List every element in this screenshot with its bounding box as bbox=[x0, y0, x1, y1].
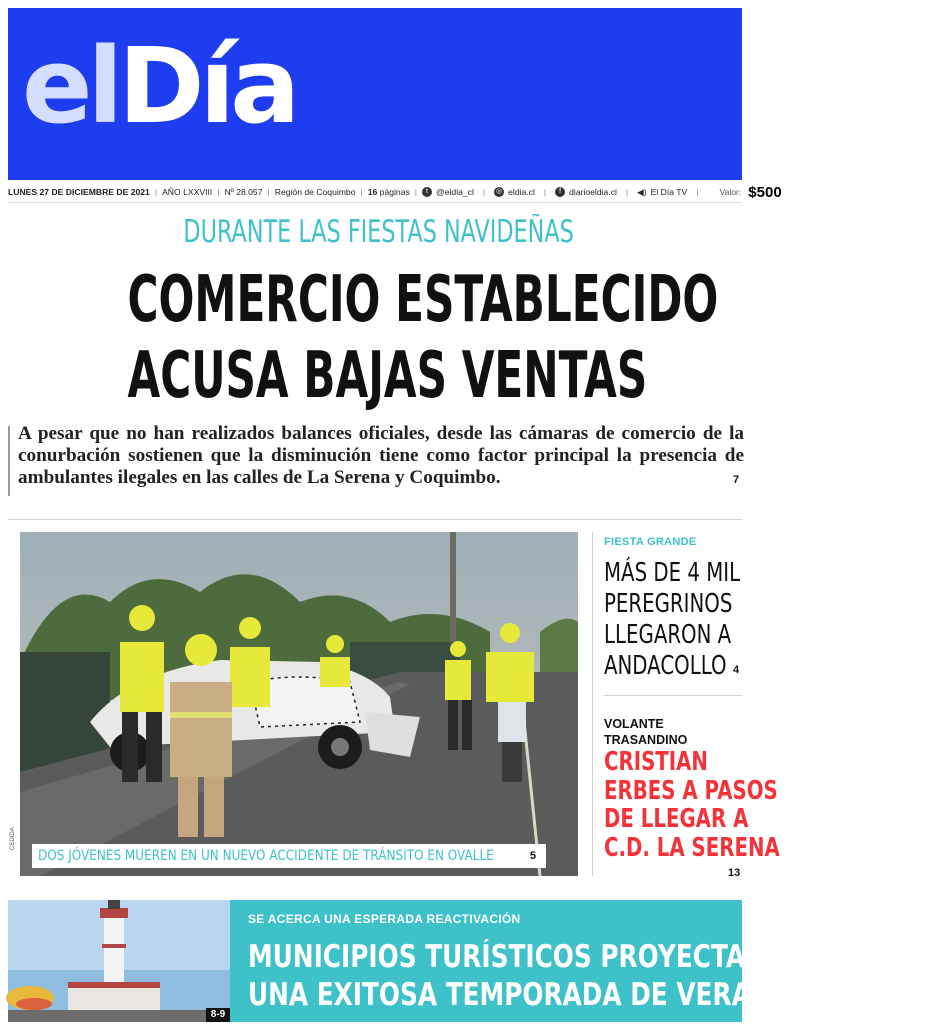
sidebar-story2-headline[interactable] bbox=[604, 747, 780, 863]
accident-photo[interactable] bbox=[20, 532, 578, 876]
main-headline[interactable] bbox=[0, 262, 750, 414]
main-story-lead: A pesar que no han realizados balances oficiales, desde las cámaras de comercio de la conurbación sostienen que la disminución tiene como factor principal la presencia de ambulantes ilegales en las calles de La Serena y Coquimbo. bbox=[18, 423, 744, 488]
separator: | bbox=[625, 187, 629, 197]
logo-dia: Día bbox=[118, 25, 296, 147]
headline-line: ANDACOLLO bbox=[604, 651, 727, 681]
headline-line: MÁS DE 4 MIL bbox=[604, 558, 741, 588]
photo-credit: CEDIDA bbox=[10, 827, 16, 850]
price-label: Valor: bbox=[719, 187, 742, 197]
issue-date: LUNES 27 DE DICIEMBRE DE 2021 bbox=[8, 187, 150, 197]
kicker-line: VOLANTE bbox=[604, 717, 664, 731]
accident-photo-illustration bbox=[20, 532, 578, 876]
headline-line: DE LLEGAR A bbox=[604, 804, 749, 834]
issue-region: Región de Coquimbo bbox=[274, 187, 356, 197]
tv-icon: ◀) bbox=[637, 186, 647, 197]
sidebar-story2-kicker bbox=[604, 716, 744, 748]
main-story-page-ref: 7 bbox=[733, 474, 740, 486]
headline-line: CRISTIAN bbox=[604, 747, 708, 777]
separator: | bbox=[482, 187, 486, 197]
facebook-link[interactable]: diarioeldia.cl bbox=[569, 187, 617, 197]
headline-line: LLEGARON A bbox=[604, 620, 732, 650]
sidebar-divider bbox=[592, 532, 593, 876]
issue-year: AÑO LXXVIII bbox=[162, 187, 213, 197]
lighthouse-illustration bbox=[8, 900, 230, 1022]
twitter-icon: t bbox=[422, 187, 432, 197]
issue-info-bar bbox=[8, 182, 782, 203]
main-headline-line1: COMERCIO ESTABLECIDO bbox=[127, 263, 719, 337]
newspaper-logo[interactable] bbox=[22, 25, 296, 147]
pages-count: 16 bbox=[367, 187, 378, 197]
twitter-link[interactable]: @eldia_cl bbox=[436, 187, 474, 197]
separator: | bbox=[154, 187, 158, 197]
separator: | bbox=[543, 187, 547, 197]
banner-headline-line2: UNA EXITOSA TEMPORADA DE VERANO bbox=[248, 977, 793, 1013]
main-story-kicker: DURANTE LAS FIESTAS NAVIDEÑAS bbox=[183, 214, 574, 250]
headline-line: PEREGRINOS bbox=[604, 589, 733, 619]
separator: | bbox=[267, 187, 270, 197]
lighthouse-photo bbox=[8, 900, 230, 1022]
facebook-icon: f bbox=[555, 187, 565, 197]
photo-story-page-ref: 5 bbox=[529, 850, 536, 862]
banner-page-ref: 8-9 bbox=[206, 1008, 230, 1022]
banner-kicker: SE ACERCA UNA ESPERADA REACTIVACIÓN bbox=[248, 912, 521, 926]
separator: | bbox=[696, 187, 699, 197]
social-links bbox=[422, 184, 782, 201]
banner-headline bbox=[248, 938, 929, 1014]
banner-headline-line1: MUNICIPIOS TURÍSTICOS PROYECTAN bbox=[248, 939, 766, 975]
sidebar-story1-page-ref: 4 bbox=[733, 664, 740, 676]
sidebar-story1-headline[interactable] bbox=[604, 558, 744, 682]
kicker-line: TRASANDINO bbox=[604, 733, 688, 747]
pages-word: páginas bbox=[379, 187, 410, 197]
issue-number: Nº 28.057 bbox=[224, 187, 263, 197]
lead-rule bbox=[8, 426, 10, 496]
photo-caption-box[interactable] bbox=[32, 844, 546, 868]
separator: | bbox=[414, 187, 418, 197]
logo-el: el bbox=[22, 25, 119, 147]
main-headline-line2: ACUSA BAJAS VENTAS bbox=[127, 339, 648, 413]
separator: | bbox=[360, 187, 363, 197]
sidebar-story1-kicker: FIESTA GRANDE bbox=[604, 536, 697, 548]
headline-line: C.D. LA SERENA bbox=[604, 832, 780, 863]
section-divider bbox=[8, 519, 742, 520]
photo-caption: DOS JÓVENES MUEREN EN UN NUEVO ACCIDENTE DE TRÁNSITO EN OVALLE bbox=[38, 848, 494, 864]
sidebar-story2-page-ref: 13 bbox=[728, 867, 741, 879]
instagram-icon: ◎ bbox=[496, 188, 503, 195]
sidebar-separator bbox=[604, 695, 742, 696]
headline-line: ERBES A PASOS bbox=[604, 775, 778, 806]
separator: | bbox=[217, 187, 220, 197]
tv-link[interactable]: El Día TV bbox=[650, 187, 688, 197]
instagram-link[interactable]: eldia.cl bbox=[508, 187, 535, 197]
price-value: $500 bbox=[748, 183, 782, 201]
